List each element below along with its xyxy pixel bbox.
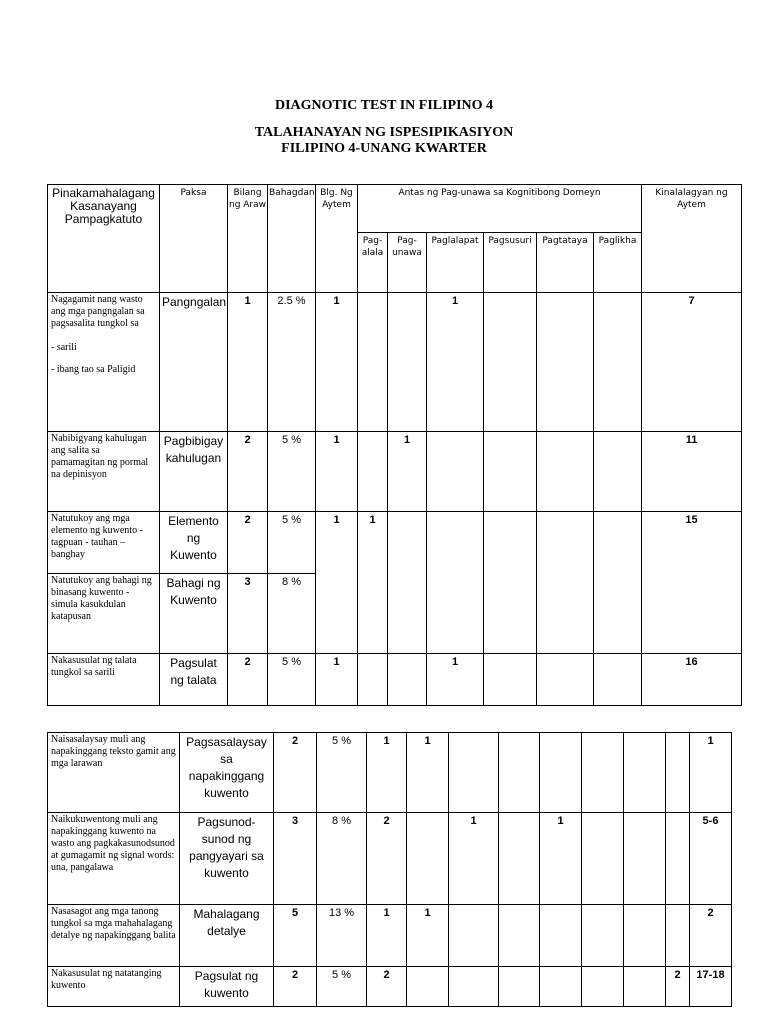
topic-cell: Pangngalan <box>160 293 228 432</box>
placement-cell: 16 <box>642 654 742 706</box>
competency-cell: Nasasagot ang mga tanong tungkol sa mga mahahalagang detalye ng napakinggang balita <box>48 905 180 967</box>
level-cell <box>499 813 540 905</box>
competency-cell: Naisasalaysay muli ang napakinggang teksto gamit ang mga larawan <box>48 733 180 813</box>
level-cell <box>499 905 540 967</box>
level-cell <box>484 432 537 512</box>
placement-cell: 5-6 <box>690 813 732 905</box>
level-cell: 1 <box>407 905 449 967</box>
level-cell: 1 <box>358 512 388 654</box>
header-level-analyzing: Pagsusuri <box>484 233 537 293</box>
level-cell <box>666 733 690 813</box>
header-level-applying: Paglalapat <box>427 233 484 293</box>
placement-cell: 17-18 <box>690 967 732 1007</box>
level-cell <box>449 905 499 967</box>
level-cell <box>582 905 624 967</box>
level-cell <box>449 733 499 813</box>
level-cell: 1 <box>407 733 449 813</box>
header-cognitive-levels: Antas ng Pag-unawa sa Kognitibong Domeyn <box>358 185 642 233</box>
level-cell <box>582 733 624 813</box>
level-cell <box>582 813 624 905</box>
level-cell: 1 <box>540 813 582 905</box>
percent-cell: 13 % <box>317 905 367 967</box>
header-level-creating: Paglikha <box>594 233 642 293</box>
competency-cell: Natutukoy ang mga elemento ng kuwento - tagpuan - tauhan – banghay <box>48 512 160 574</box>
level-cell <box>540 905 582 967</box>
level-cell <box>624 905 666 967</box>
document-subtitle: TALAHANAYAN NG ISPESIPIKASIYON <box>254 125 514 140</box>
level-cell <box>407 967 449 1007</box>
header-item-count: Blg. Ng Aytem <box>316 185 358 293</box>
topic-cell: Pagsunod-sunod ng pangyayari sa kuwento <box>180 813 274 905</box>
days-cell: 2 <box>274 967 317 1007</box>
table-row <box>48 813 732 905</box>
level-cell <box>594 654 642 706</box>
days-cell: 2 <box>274 733 317 813</box>
level-cell <box>537 432 594 512</box>
topic-cell: Pagsulat ng talata <box>160 654 228 706</box>
level-cell <box>540 733 582 813</box>
table-row <box>48 432 742 512</box>
percent-cell: 5 % <box>268 654 316 706</box>
competency-bullet: - ibang tao sa Paligid <box>51 364 136 375</box>
competency-text: Nagagamit nang wasto ang mga pangngalan sa pagsasalita tungkol sa <box>51 294 145 329</box>
level-cell <box>666 813 690 905</box>
percent-cell: 2.5 % <box>268 293 316 432</box>
level-cell <box>666 905 690 967</box>
level-cell <box>388 512 427 654</box>
header-level-understanding: Pag-unawa <box>388 233 427 293</box>
level-cell <box>388 293 427 432</box>
item-count-cell: 2 <box>367 813 407 905</box>
level-cell <box>427 432 484 512</box>
percent-cell: 8 % <box>317 813 367 905</box>
level-cell <box>499 967 540 1007</box>
level-cell <box>582 967 624 1007</box>
level-cell <box>624 967 666 1007</box>
days-cell: 2 <box>228 432 268 512</box>
days-cell: 1 <box>228 293 268 432</box>
item-count-cell: 1 <box>367 905 407 967</box>
percent-cell: 5 % <box>317 733 367 813</box>
level-cell <box>358 293 388 432</box>
placement-cell: 2 <box>690 905 732 967</box>
level-cell <box>537 293 594 432</box>
topic-cell: Elemento ng Kuwento <box>160 512 228 574</box>
level-cell <box>358 432 388 512</box>
topic-cell: Pagsasalaysay sa napakinggang kuwento <box>180 733 274 813</box>
document-subtitle-quarter: FILIPINO 4-UNANG KWARTER <box>281 141 487 156</box>
placement-cell: 11 <box>642 432 742 512</box>
level-cell <box>407 813 449 905</box>
competency-cell: Natutukoy ang bahagi ng binasang kuwento - simula kasukdulan katapusan <box>48 574 160 654</box>
level-cell <box>537 512 594 654</box>
header-level-remembering: Pag-alala <box>358 233 388 293</box>
level-cell <box>594 512 642 654</box>
item-count-cell: 1 <box>316 654 358 706</box>
level-cell <box>388 654 427 706</box>
level-cell: 1 <box>427 654 484 706</box>
days-cell: 2 <box>228 654 268 706</box>
days-cell: 2 <box>228 512 268 574</box>
level-cell <box>499 733 540 813</box>
level-cell <box>358 654 388 706</box>
header-topic: Paksa <box>160 185 228 293</box>
header-level-evaluating: Pagtataya <box>537 233 594 293</box>
table-row <box>48 733 732 813</box>
specification-table-2 <box>47 732 732 1007</box>
level-cell: 1 <box>388 432 427 512</box>
level-cell <box>594 293 642 432</box>
level-cell <box>537 654 594 706</box>
table-row <box>48 512 742 574</box>
item-count-cell: 1 <box>316 512 358 654</box>
topic-cell: Mahalagang detalye <box>180 905 274 967</box>
header-percent: Bahagdan <box>268 185 316 293</box>
table-row <box>48 654 742 706</box>
competency-cell: Nakasusulat ng talata tungkol sa sarili <box>48 654 160 706</box>
level-cell <box>484 512 537 654</box>
competency-cell <box>48 293 160 432</box>
item-count-cell: 1 <box>316 432 358 512</box>
percent-cell: 5 % <box>268 512 316 574</box>
table-row <box>48 905 732 967</box>
level-cell <box>484 654 537 706</box>
level-cell <box>624 813 666 905</box>
topic-cell: Pagbibigay kahulugan <box>160 432 228 512</box>
level-cell <box>484 293 537 432</box>
level-cell <box>449 967 499 1007</box>
table-row <box>48 293 742 432</box>
days-cell: 5 <box>274 905 317 967</box>
placement-cell: 1 <box>690 733 732 813</box>
placement-cell: 7 <box>642 293 742 432</box>
competency-cell: Naikukuwentong muli ang napakinggang kuwento na wasto ang pagkakasunodsunod at gumagamit ng signal words: una, pangalawa <box>48 813 180 905</box>
percent-cell: 5 % <box>317 967 367 1007</box>
item-count-cell: 1 <box>316 293 358 432</box>
item-count-cell: 1 <box>367 733 407 813</box>
topic-cell: Pagsulat ng kuwento <box>180 967 274 1007</box>
header-competency: Pinakamahalagang Kasanayang Pampagkatuto <box>48 185 160 293</box>
header-item-placement: Kinalalagyan ng Aytem <box>642 185 742 293</box>
topic-cell: Bahagi ng Kuwento <box>160 574 228 654</box>
level-cell: 1 <box>449 813 499 905</box>
competency-bullet: - sarili <box>51 342 77 353</box>
specification-table-1 <box>47 184 742 706</box>
header-days: Bilang ng Araw <box>228 185 268 293</box>
level-cell <box>594 432 642 512</box>
competency-cell: Nabibigyang kahulugan ang salita sa pamamagitan ng pormal na depinisyon <box>48 432 160 512</box>
document-title: DIAGNOTIC TEST IN FILIPINO 4 <box>274 98 494 113</box>
placement-cell: 15 <box>642 512 742 654</box>
level-cell: 1 <box>427 293 484 432</box>
days-cell: 3 <box>274 813 317 905</box>
percent-cell: 5 % <box>268 432 316 512</box>
competency-cell: Nakasusulat ng natatanging kuwento <box>48 967 180 1007</box>
table-row <box>48 967 732 1007</box>
days-cell: 3 <box>228 574 268 654</box>
level-cell <box>624 733 666 813</box>
percent-cell: 8 % <box>268 574 316 654</box>
level-cell <box>427 512 484 654</box>
level-cell <box>540 967 582 1007</box>
level-cell: 2 <box>666 967 690 1007</box>
item-count-cell: 2 <box>367 967 407 1007</box>
